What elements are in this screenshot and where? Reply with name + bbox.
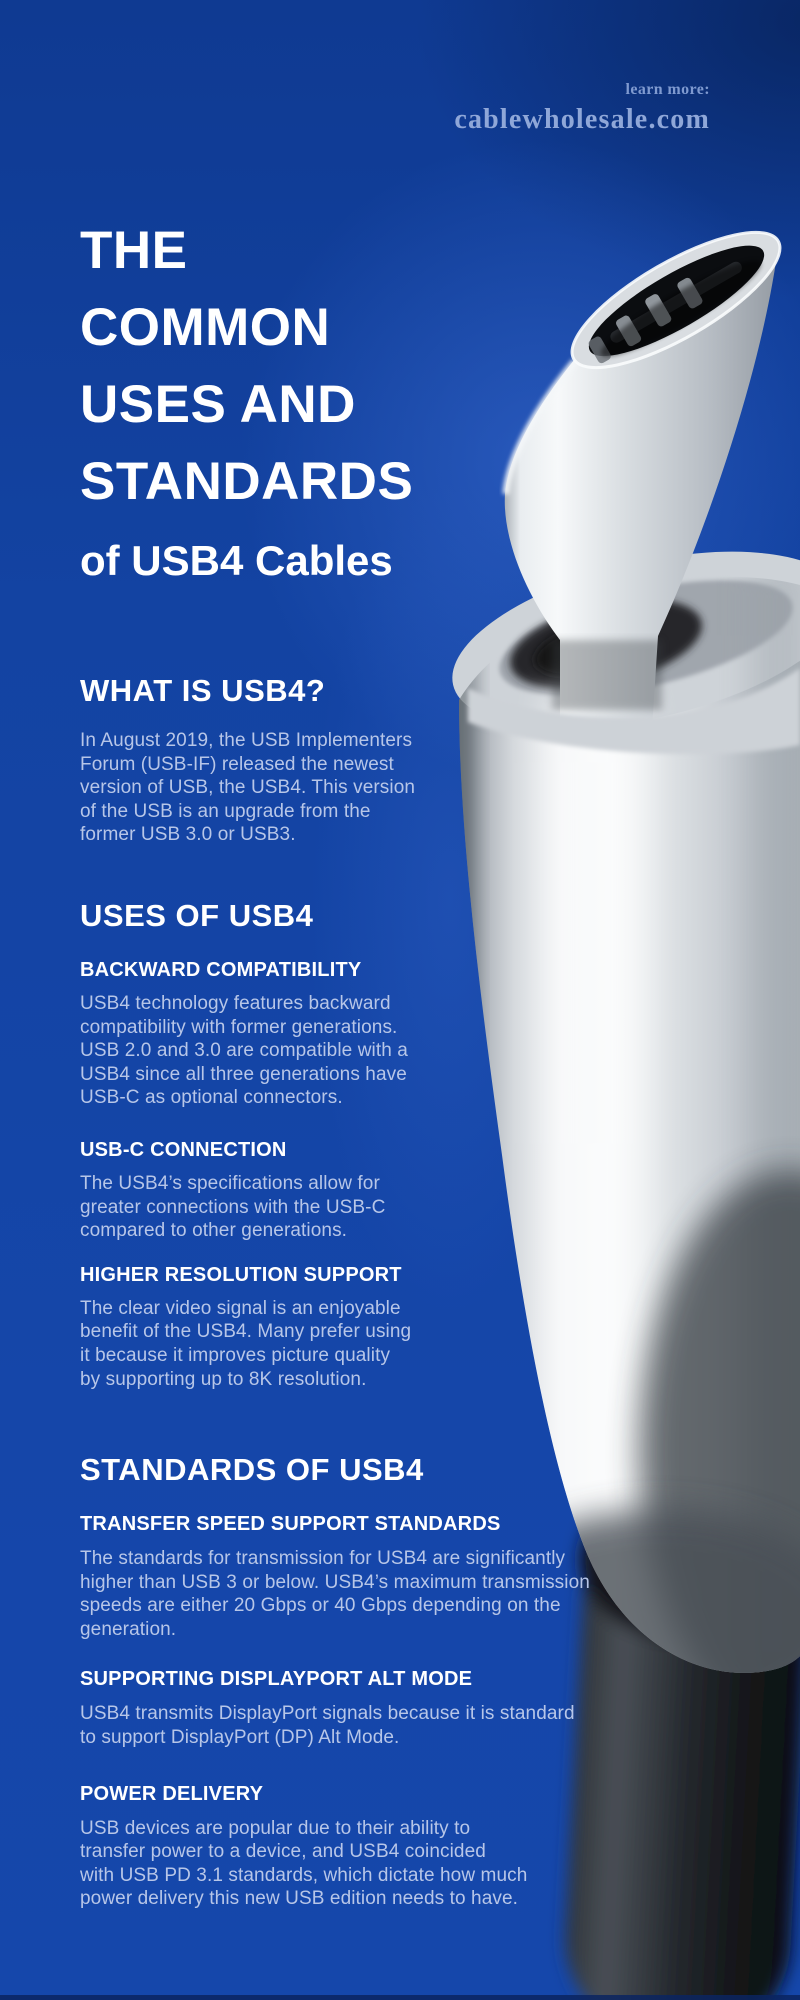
- section-paragraph: The USB4’s specifications allow for greater connections with the USB-C compared to other generations.: [80, 1172, 386, 1242]
- section-paragraph: USB4 transmits DisplayPort signals because it is standard to support DisplayPort (DP) Alt Mode.: [80, 1703, 575, 1748]
- subheading-backward-compatibility: BACKWARD COMPATIBILITY: [80, 959, 362, 981]
- title-subtitle: of USB4 Cables: [80, 537, 393, 584]
- learn-more-label: learn more:: [625, 81, 710, 98]
- section-paragraph: In August 2019, the USB Implementers Forum (USB-IF) released the newest version of USB, the USB4. This version of the USB is an upgrade from the former USB 3.0 or USB3.: [80, 730, 416, 846]
- section-heading: WHAT IS USB4?: [80, 673, 326, 708]
- section-heading: STANDARDS OF USB4: [80, 1452, 424, 1487]
- page-title: [80, 212, 413, 585]
- section-paragraph: USB devices are popular due to their ability to transfer power to a device, and USB4 coincided with USB PD 3.1 standards, which dictate how much power delivery this new USB edition needs to have.: [80, 1817, 528, 1910]
- section-uses-of-usb4: [80, 896, 460, 1391]
- title-line: COMMON: [80, 298, 331, 357]
- section-heading: USES OF USB4: [80, 898, 314, 933]
- section-standards-of-usb4: [80, 1450, 600, 1911]
- section-paragraph: The standards for transmission for USB4 are significantly higher than USB 3 or below. USB4’s maximum transmission speeds are either 20 Gbps or 40 Gbps depending on the generation.: [80, 1548, 590, 1640]
- title-line: STANDARDS: [80, 452, 414, 511]
- subheading-supporting-displayport-alt-mode: SUPPORTING DISPLAYPORT ALT MODE: [80, 1668, 473, 1691]
- title-line: THE: [80, 221, 188, 280]
- header-links: [454, 80, 710, 137]
- subheading-usb-c-connection: USB-C CONNECTION: [80, 1138, 287, 1161]
- section-paragraph: The clear video signal is an enjoyable benefit of the USB4. Many prefer using it because it improves picture quality by supporting up to 8K resolution.: [80, 1297, 412, 1390]
- subheading-transfer-speed-support-standards: TRANSFER SPEED SUPPORT STANDARDS: [80, 1513, 501, 1535]
- subheading-power-delivery: POWER DELIVERY: [80, 1782, 264, 1805]
- title-line: USES AND: [80, 375, 356, 434]
- subheading-higher-resolution-support: HIGHER RESOLUTION SUPPORT: [80, 1263, 402, 1286]
- website-name: cablewholesale.com: [454, 104, 710, 135]
- section-what-is-usb4: [80, 671, 440, 847]
- section-paragraph: USB4 technology features backward compatibility with former generations. USB 2.0 and 3.0 are compatible with a USB4 since all three generations have USB-C as optional connectors.: [80, 993, 408, 1109]
